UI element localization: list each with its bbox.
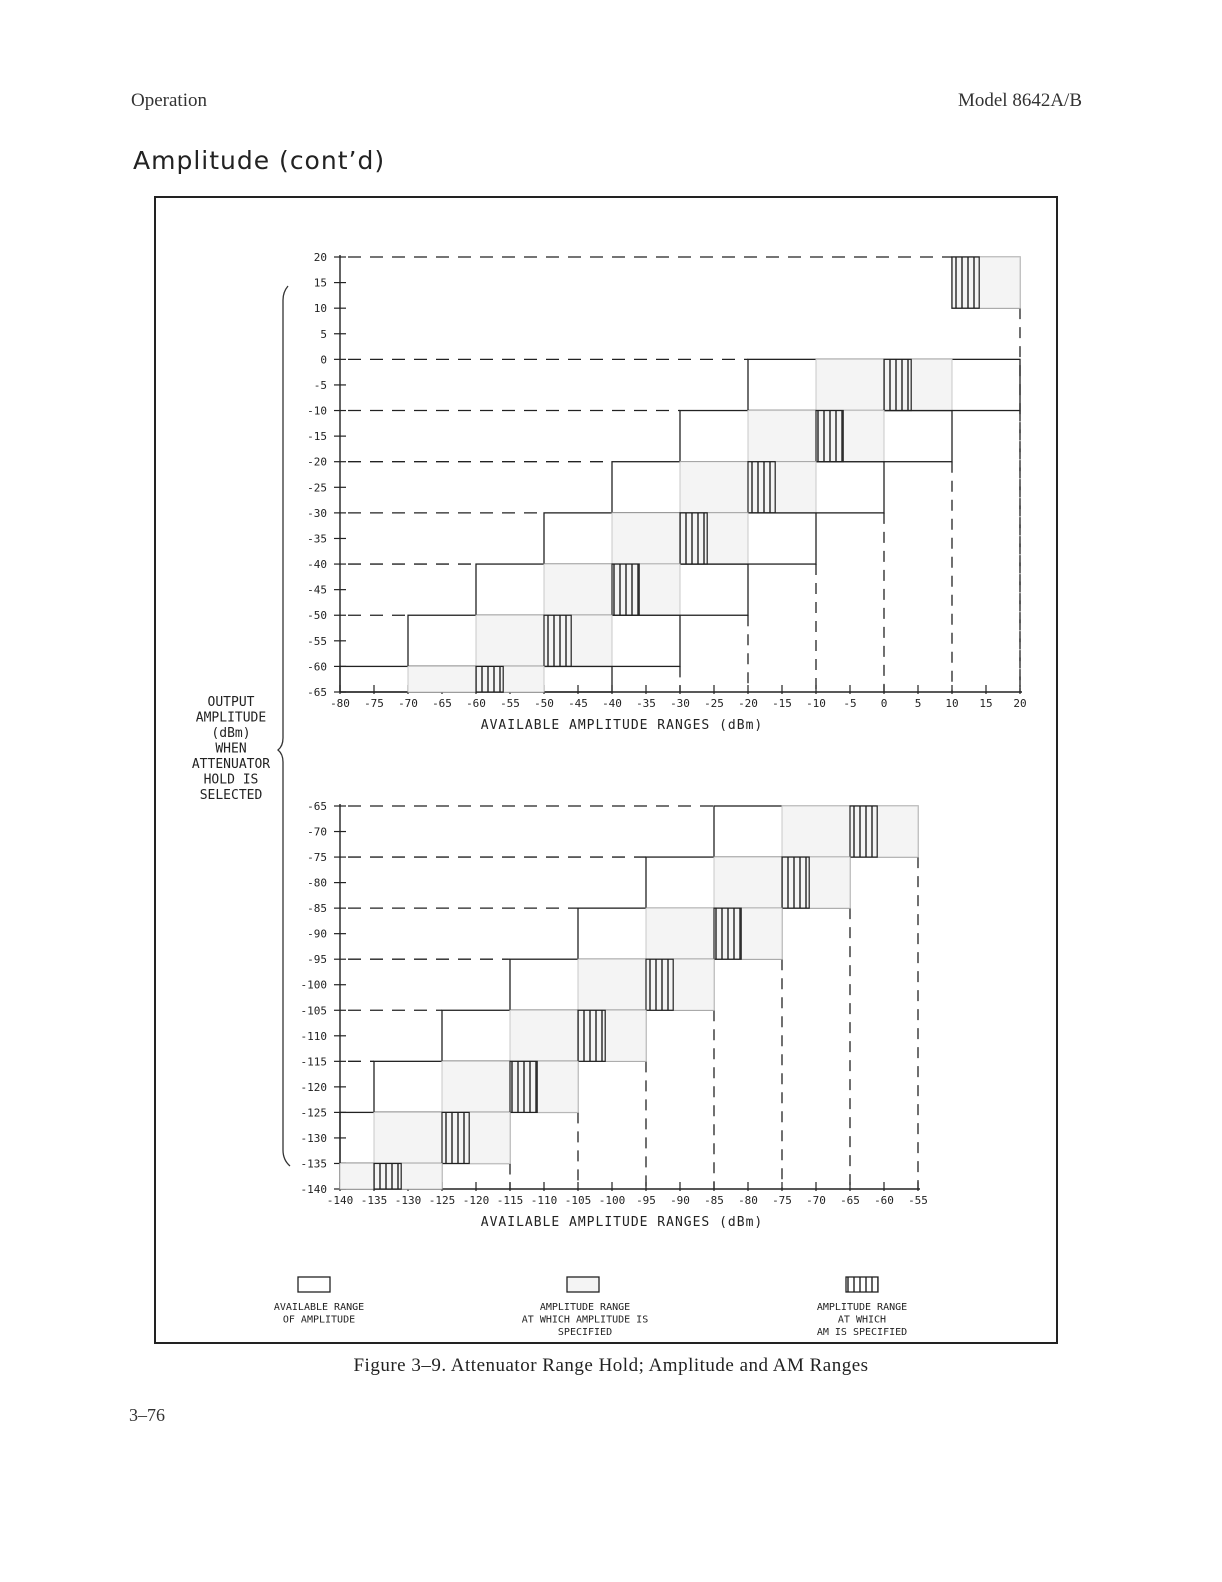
y-tick-label: -140 [300, 1183, 327, 1196]
am-range-bar [714, 908, 741, 959]
range-group [340, 666, 612, 692]
y-tick-label: -120 [300, 1080, 327, 1094]
x-tick-label: -20 [738, 697, 758, 710]
y-tick-label: -30 [307, 506, 327, 520]
side-label-line: ATTENUATOR [191, 757, 271, 772]
x-tick-label: -80 [330, 697, 350, 710]
y-tick-label: -15 [307, 430, 327, 444]
x-tick-label: -55 [908, 1194, 928, 1207]
am-range-bar [612, 564, 639, 615]
y-tick-label: 0 [320, 353, 327, 367]
running-header-left: Operation [131, 90, 207, 111]
y-tick-label: -135 [300, 1157, 327, 1171]
legend-item [274, 1277, 364, 1326]
side-label-line: OUTPUT [207, 695, 255, 710]
y-tick-label: -75 [307, 851, 327, 865]
side-label [192, 695, 270, 803]
legend-swatch-available [298, 1277, 330, 1292]
legend-text: AT WHICH AMPLITUDE IS [521, 1314, 649, 1326]
legend [274, 1277, 907, 1338]
x-tick-label: -55 [500, 697, 520, 710]
figure-caption: Figure 3–9. Attenuator Range Hold; Amplitude and AM Ranges [353, 1355, 869, 1376]
x-tick-label: -125 [428, 1194, 456, 1207]
y-tick-label: -130 [300, 1131, 327, 1145]
top-chart [307, 251, 1027, 733]
y-tick-label: 10 [313, 302, 327, 316]
y-tick-label: -70 [307, 825, 327, 839]
legend-text: AVAILABLE RANGE [273, 1302, 365, 1313]
y-tick-label: -65 [307, 686, 327, 699]
y-tick-label: 5 [320, 327, 327, 341]
x-tick-label: -45 [568, 697, 588, 710]
am-range-bar [782, 857, 809, 908]
x-axis-title: AVAILABLE AMPLITUDE RANGES (dBm) [480, 718, 764, 733]
x-tick-label: -10 [806, 697, 826, 710]
x-tick-label: -30 [670, 697, 690, 710]
legend-item [522, 1277, 648, 1338]
bracket-line [278, 286, 290, 1166]
x-tick-label: -50 [534, 697, 554, 710]
x-tick-label: -115 [496, 1194, 524, 1207]
y-tick-label: -110 [300, 1029, 327, 1043]
am-range-bar [374, 1163, 401, 1189]
y-tick-label: -20 [307, 455, 327, 469]
x-tick-label: -40 [602, 697, 622, 710]
y-tick-label: -100 [300, 978, 327, 992]
x-tick-label: -35 [636, 697, 656, 710]
am-range-bar [578, 1010, 605, 1061]
am-range-bar [952, 257, 979, 308]
x-tick-label: -5 [843, 697, 857, 710]
y-tick-label: -90 [307, 927, 327, 941]
running-header-right: Model 8642A/B [957, 90, 1082, 111]
x-tick-label: -75 [772, 1194, 792, 1207]
x-tick-label: -25 [704, 697, 724, 710]
legend-text: AMPLITUDE RANGE [816, 1302, 908, 1313]
legend-text: OF AMPLITUDE [282, 1314, 356, 1326]
legend-swatch-am [846, 1277, 878, 1292]
side-label-line: HOLD IS [203, 772, 259, 788]
y-tick-label: -55 [307, 634, 327, 648]
x-tick-label: -70 [398, 697, 418, 710]
side-label-bracket [278, 286, 290, 1166]
legend-text: SPECIFIED [557, 1327, 613, 1338]
legend-text: AT WHICH [837, 1314, 887, 1326]
y-tick-label: -5 [313, 378, 327, 392]
y-tick-label: -65 [307, 800, 327, 813]
am-range-bar [884, 359, 911, 410]
side-label-line: WHEN [215, 741, 247, 757]
am-range-bar [544, 615, 571, 666]
am-range-bar [748, 462, 775, 513]
am-range-bar [850, 806, 877, 857]
am-range-bar [816, 411, 843, 462]
legend-text: AM IS SPECIFIED [816, 1327, 908, 1338]
y-tick-label: -10 [307, 404, 327, 418]
side-label-line: (dBm) [211, 726, 251, 741]
x-tick-label: -135 [360, 1194, 388, 1207]
x-tick-label: -80 [738, 1194, 758, 1207]
x-tick-label: -75 [364, 697, 384, 710]
x-tick-label: 5 [914, 697, 922, 710]
y-tick-label: -105 [300, 1004, 327, 1018]
x-tick-label: -85 [704, 1194, 724, 1207]
x-tick-label: -65 [840, 1194, 860, 1207]
am-range-bar [510, 1061, 537, 1112]
range-group [340, 1163, 442, 1189]
x-tick-label: 20 [1013, 697, 1027, 710]
x-tick-label: 10 [945, 697, 959, 710]
legend-item [817, 1277, 907, 1338]
side-label-line: SELECTED [199, 788, 263, 803]
y-tick-label: -60 [307, 660, 327, 674]
page-number: 3–76 [129, 1405, 165, 1425]
y-tick-label: -25 [307, 481, 327, 495]
y-tick-label: 15 [313, 276, 327, 290]
x-axis-title: AVAILABLE AMPLITUDE RANGES (dBm) [480, 1215, 764, 1230]
x-tick-label: 15 [979, 697, 993, 710]
x-tick-label: -120 [462, 1194, 490, 1207]
x-tick-label: -100 [598, 1194, 626, 1207]
am-range-bar [476, 666, 503, 692]
y-tick-label: -45 [307, 583, 327, 597]
am-range-bar [680, 513, 707, 564]
x-tick-label: 0 [880, 697, 888, 710]
y-tick-label: -35 [307, 532, 327, 546]
x-tick-label: -60 [874, 1194, 894, 1207]
legend-text: AMPLITUDE RANGE [539, 1302, 631, 1313]
bottom-chart [301, 800, 928, 1230]
y-tick-label: 20 [313, 251, 327, 264]
y-tick-label: -80 [307, 876, 327, 890]
section-title: Amplitude (cont’d) [133, 146, 386, 175]
side-label-line: AMPLITUDE [195, 710, 267, 726]
y-tick-label: -95 [307, 953, 327, 967]
x-tick-label: -140 [326, 1194, 354, 1207]
am-range-bar [646, 959, 673, 1010]
y-tick-label: -40 [307, 558, 327, 572]
legend-swatch-specified [567, 1277, 599, 1292]
x-tick-label: -90 [670, 1194, 690, 1207]
x-tick-label: -110 [530, 1194, 558, 1207]
x-tick-label: -95 [636, 1194, 656, 1207]
x-tick-label: -130 [394, 1194, 422, 1207]
x-tick-label: -65 [432, 697, 452, 710]
y-tick-label: -115 [300, 1055, 327, 1069]
am-range-bar [442, 1112, 469, 1163]
x-tick-label: -15 [772, 697, 792, 710]
x-tick-label: -60 [466, 697, 486, 710]
x-tick-label: -70 [806, 1194, 826, 1207]
x-tick-label: -105 [564, 1194, 592, 1207]
y-tick-label: -125 [300, 1106, 327, 1120]
y-tick-label: -85 [307, 902, 327, 916]
y-tick-label: -50 [307, 609, 327, 623]
